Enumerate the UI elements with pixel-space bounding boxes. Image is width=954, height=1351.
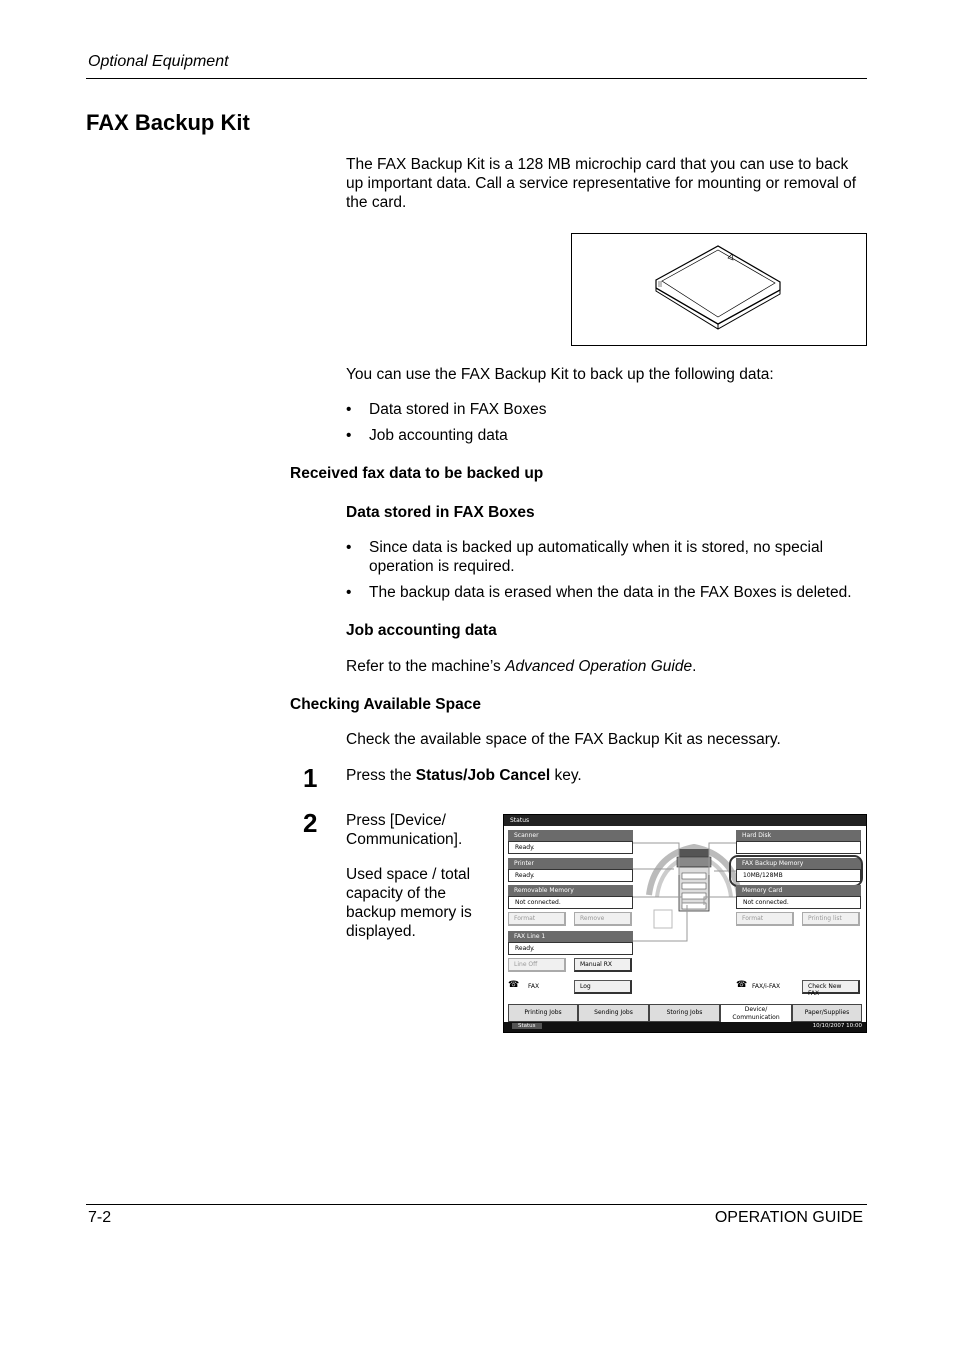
tab-paper-supplies[interactable]: Paper/Supplies: [792, 1004, 862, 1022]
fax-backup-memory-status: FAX Backup Memory 10MB/128MB: [736, 858, 861, 882]
intro-line: the card.: [346, 194, 407, 211]
fax-label: FAX: [528, 983, 540, 990]
list-item: • Since data is backed up automatically when it is stored, no special operation is required.: [346, 539, 824, 575]
step-2-note: Used space / total capacity of the backup memory is displayed.: [346, 866, 472, 940]
memory-card-icon: [572, 234, 866, 345]
list-item: • Data stored in FAX Boxes: [346, 401, 547, 418]
bullet-glyph: •: [346, 401, 352, 418]
page-title: FAX Backup Kit: [86, 110, 250, 135]
bullet-glyph: •: [346, 584, 352, 601]
subsection-heading: Data stored in FAX Boxes: [346, 504, 535, 521]
status-screen: [503, 814, 867, 1033]
bullet-glyph: •: [346, 539, 352, 556]
status-tab[interactable]: Status: [512, 1023, 542, 1029]
job-reference-text: Refer to the machine’s Advanced Operation Guide.: [346, 658, 697, 675]
screen-status-bar: [504, 1022, 866, 1032]
tab-storing-jobs[interactable]: Storing Jobs: [649, 1004, 720, 1022]
printing-list-button[interactable]: Printing list: [802, 912, 860, 926]
memory-card-status: Memory Card Not connected.: [736, 885, 861, 909]
line-off-button[interactable]: Line Off: [508, 958, 566, 972]
list-item: • The backup data is erased when the data in the FAX Boxes is deleted.: [346, 584, 852, 601]
fax-icon: ☎: [508, 980, 520, 990]
tab-sending-jobs[interactable]: Sending Jobs: [578, 1004, 649, 1022]
format-button[interactable]: Format: [736, 912, 794, 926]
step-2-text: Press [Device/ Communication].: [346, 812, 463, 848]
footer-rule: [86, 1204, 867, 1205]
intro-line: up important data. Call a service representative for mounting or removal of: [346, 175, 857, 192]
highlight-ring: [729, 855, 863, 887]
header-rule: [86, 78, 867, 79]
ifax-icon: ☎: [736, 980, 748, 990]
list-item: • Job accounting data: [346, 427, 508, 444]
running-header: Optional Equipment: [88, 53, 229, 70]
printer-status: Printer Ready.: [508, 858, 633, 882]
section-heading: Checking Available Space: [290, 696, 481, 713]
subsection-heading: Job accounting data: [346, 622, 497, 639]
checking-text: Check the available space of the FAX Backup Kit as necessary.: [346, 731, 781, 748]
remove-button[interactable]: Remove: [574, 912, 632, 926]
removable-memory-status: Removable Memory Not connected.: [508, 885, 633, 909]
manual-rx-button[interactable]: Manual RX: [574, 958, 632, 972]
tab-printing-jobs[interactable]: Printing Jobs: [508, 1004, 578, 1022]
intro-line: The FAX Backup Kit is a 128 MB microchip card that you can use to back: [346, 156, 849, 173]
backup-card-figure: [571, 233, 867, 346]
guide-name: OPERATION GUIDE: [714, 1209, 863, 1226]
step-number: 1: [303, 763, 318, 793]
section-heading: Received fax data to be backed up: [290, 465, 544, 482]
log-button[interactable]: Log: [574, 980, 632, 994]
usage-text: You can use the FAX Backup Kit to back up the following data:: [346, 366, 774, 383]
tab-device-communication[interactable]: Device/ Communication: [720, 1004, 792, 1022]
intro-paragraph: [346, 155, 871, 212]
datetime-readout: 10/10/2007 10:00: [812, 1023, 862, 1029]
format-button[interactable]: Format: [508, 912, 566, 926]
screen-title-bar: Status: [504, 815, 866, 826]
step-number: 2: [303, 808, 318, 838]
check-new-fax-button[interactable]: Check New FAX: [802, 980, 860, 994]
fax-line-status: FAX Line 1 Ready.: [508, 931, 633, 955]
bullet-glyph: •: [346, 427, 352, 444]
step-1-text: Press the Status/Job Cancel key.: [346, 767, 582, 784]
scanner-status: Scanner Ready.: [508, 830, 633, 854]
page-number: 7-2: [88, 1209, 112, 1226]
hard-disk-status: Hard Disk: [736, 830, 861, 854]
ifax-label: FAX/i-FAX: [752, 983, 781, 990]
